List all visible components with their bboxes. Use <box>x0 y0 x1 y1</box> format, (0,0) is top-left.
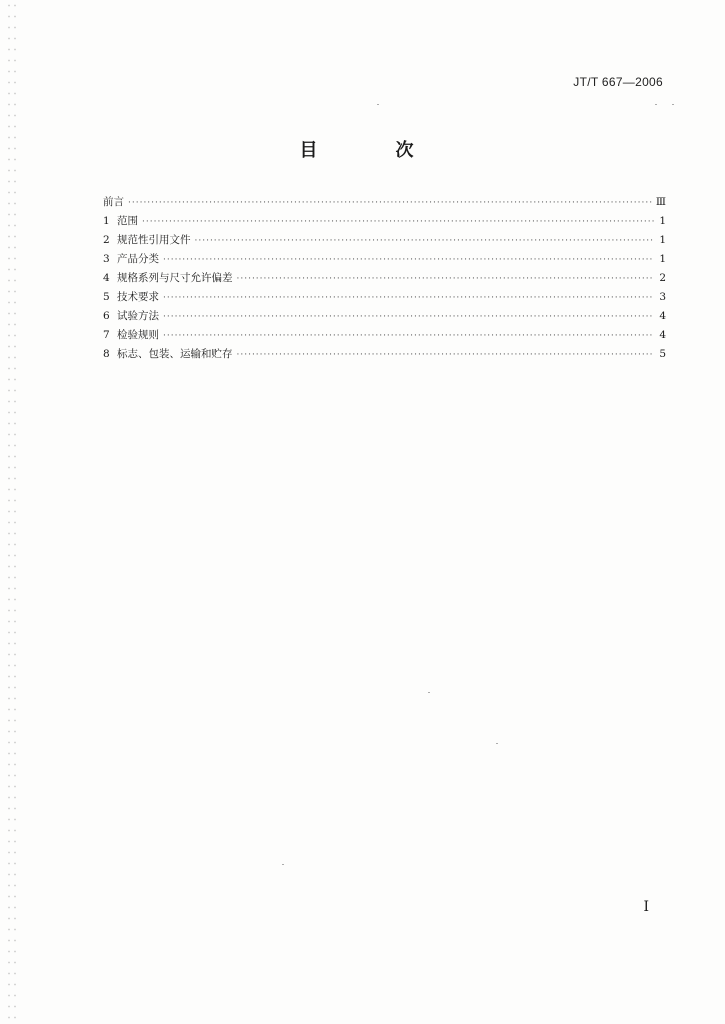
page-title: 目 次 <box>299 140 444 161</box>
toc-leader-dots <box>163 308 654 327</box>
toc-entry-foreword[interactable] <box>103 193 666 212</box>
toc-entry-7[interactable] <box>103 326 666 345</box>
toc-entry-label: 产品分类 <box>117 253 159 265</box>
scan-speck <box>428 692 430 693</box>
toc-entry-page: 4 <box>659 329 666 341</box>
toc-entry-number: 7 <box>103 329 110 341</box>
page-number: Ⅰ <box>643 899 649 915</box>
scan-speck <box>377 104 379 105</box>
table-of-contents <box>103 193 666 364</box>
toc-entry-page: 5 <box>659 348 666 360</box>
scan-speck <box>496 743 498 744</box>
toc-entry-page: 3 <box>659 291 666 303</box>
toc-leader-dots <box>195 232 655 251</box>
toc-entry-number: 8 <box>103 348 110 360</box>
standard-code: JT/T 667—2006 <box>573 75 663 89</box>
scan-speck <box>655 104 657 105</box>
toc-entry-number: 3 <box>103 253 110 265</box>
toc-leader-dots <box>142 213 654 232</box>
toc-entry-page: Ⅲ <box>655 196 666 208</box>
toc-entry-2[interactable] <box>103 231 666 250</box>
toc-entry-page: 2 <box>659 272 666 284</box>
toc-leader-dots <box>163 289 654 308</box>
toc-entry-label: 检验规则 <box>117 329 159 341</box>
toc-entry-number: 2 <box>103 234 110 246</box>
toc-entry-8[interactable] <box>103 345 666 364</box>
toc-entry-1[interactable] <box>103 212 666 231</box>
toc-entry-label: 技术要求 <box>117 291 159 303</box>
scan-speck <box>672 104 674 105</box>
toc-leader-dots <box>128 194 652 213</box>
toc-entry-page: 1 <box>659 253 666 265</box>
toc-entry-4[interactable] <box>103 269 666 288</box>
toc-entry-label: 范围 <box>117 215 138 227</box>
toc-entry-label: 标志、包装、运输和贮存 <box>117 348 233 360</box>
toc-entry-label: 规范性引用文件 <box>117 234 191 246</box>
toc-leader-dots <box>237 270 655 289</box>
toc-entry-page: 1 <box>659 215 666 227</box>
toc-entry-label: 规格系列与尺寸允许偏差 <box>117 272 233 284</box>
toc-entry-number: 6 <box>103 310 110 322</box>
toc-entry-number: 4 <box>103 272 110 284</box>
toc-entry-number: 1 <box>103 215 110 227</box>
toc-entry-page: 4 <box>659 310 666 322</box>
toc-leader-dots <box>163 251 654 270</box>
toc-entry-number: 5 <box>103 291 110 303</box>
scan-speck <box>282 864 284 865</box>
toc-entry-page: 1 <box>659 234 666 246</box>
toc-entry-3[interactable] <box>103 250 666 269</box>
toc-entry-5[interactable] <box>103 288 666 307</box>
toc-leader-dots <box>163 327 654 346</box>
toc-entry-6[interactable] <box>103 307 666 326</box>
toc-entry-label: 前言 <box>103 196 124 208</box>
toc-leader-dots <box>237 346 655 365</box>
toc-entry-label: 试验方法 <box>117 310 159 322</box>
